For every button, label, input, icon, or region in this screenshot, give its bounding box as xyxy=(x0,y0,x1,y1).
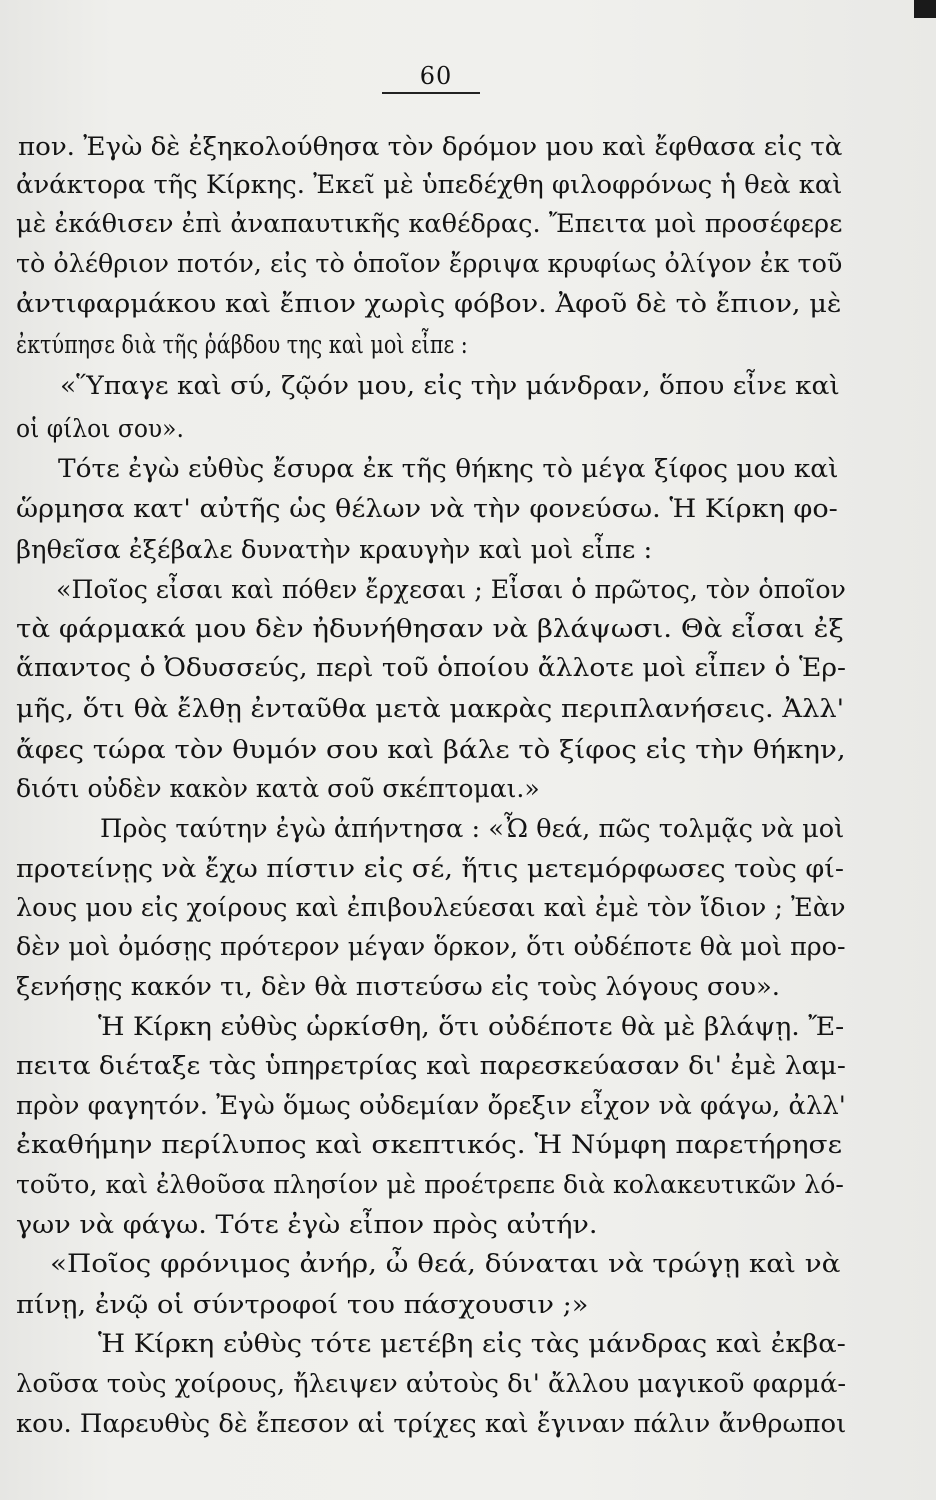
text-line: προτείνῃς νὰ ἔχω πίστιν εἰς σέ, ἥτις μετεμόρφωσες τοὺς φί- xyxy=(16,854,845,884)
text-line: πίνῃ, ἐνῷ οἱ σύντροφοί του πάσχουσιν ;» xyxy=(16,1290,589,1320)
text-line: Πρὸς ταύτην ἐγὼ ἀπήντησα : «Ὦ θεά, πῶς τολμᾷς νὰ μοὶ xyxy=(100,814,845,844)
text-line: τὰ φάρμακά μου δὲν ἠδυνήθησαν νὰ βλάψωσι. Θὰ εἶσαι ἐξ xyxy=(16,614,844,644)
page-number: 60 xyxy=(419,62,453,90)
text-line: μὲ ἐκάθισεν ἐπὶ ἀναπαυτικῆς καθέδρας. Ἔπειτα μοὶ προσέφερε xyxy=(16,209,843,239)
text-line: ξενήσῃς κακόν τι, δὲν θὰ πιστεύσω εἰς τοὺς λόγους σου». xyxy=(16,972,780,1002)
text-line: ὥρμησα κατ' αὐτῆς ὡς θέλων νὰ τὴν φονεύσω. Ἡ Κίρκη φο- xyxy=(16,494,838,524)
text-line: πειτα διέταξε τὰς ὑπηρετρίας καὶ παρεσκεύασαν δι' ἐμὲ λαμ- xyxy=(16,1051,846,1081)
text-line: μῆς, ὅτι θὰ ἔλθῃ ἐνταῦθα μετὰ μακρὰς περιπλανήσεις. Ἀλλ' xyxy=(16,694,845,724)
text-line: «Ποῖος εἶσαι καὶ πόθεν ἔρχεσαι ; Εἶσαι ὁ πρῶτος, τὸν ὁποῖον xyxy=(56,575,846,605)
text-line: τοῦτο, καὶ ἐλθοῦσα πλησίον μὲ προέτρεπε διὰ κολακευτικῶν λό- xyxy=(16,1170,844,1200)
text-line: ἅπαντος ὁ Ὀδυσσεύς, περὶ τοῦ ὁποίου ἄλλοτε μοὶ εἶπεν ὁ Ἑρ- xyxy=(16,653,846,683)
text-line: ἀντιφαρμάκου καὶ ἔπιον χωρὶς φόβον. Ἀφοῦ δὲ τὸ ἔπιον, μὲ xyxy=(16,289,842,319)
text-line: τὸ ὀλέθριον ποτόν, εἰς τὸ ὁποῖον ἔρριψα κρυφίως ὀλίγον ἐκ τοῦ xyxy=(16,249,843,279)
page-number-rule xyxy=(382,92,480,94)
text-line: ἀνάκτορα τῆς Κίρκης. Ἐκεῖ μὲ ὑπεδέχθη φιλοφρόνως ἡ θεὰ καὶ xyxy=(16,170,843,200)
text-line: λοῦσα τοὺς χοίρους, ἤλειψεν αὐτοὺς δι' ἄλλου μαγικοῦ φαρμά- xyxy=(16,1369,847,1399)
text-line: βηθεῖσα ἐξέβαλε δυνατὴν κραυγὴν καὶ μοὶ εἶπε : xyxy=(16,535,653,565)
text-line: οἱ φίλοι σου». xyxy=(16,414,184,444)
text-line: «Ποῖος φρόνιμος ἀνήρ, ὦ θεά, δύναται νὰ τρώγῃ καὶ νὰ xyxy=(50,1249,841,1279)
text-line: Τότε ἐγὼ εὐθὺς ἔσυρα ἐκ τῆς θήκης τὸ μέγα ξίφος μου καὶ xyxy=(58,454,839,484)
text-line: «Ὕπαγε καὶ σύ, ζῷόν μου, εἰς τὴν μάνδραν, ὅπου εἶνε καὶ xyxy=(60,371,840,401)
text-line: γων νὰ φάγω. Τότε ἐγὼ εἶπον πρὸς αὐτήν. xyxy=(16,1210,598,1240)
text-line: κου. Παρευθὺς δὲ ἔπεσον αἱ τρίχες καὶ ἔγιναν πάλιν ἄνθρωποι xyxy=(16,1409,847,1439)
text-line: πρὸν φαγητόν. Ἐγὼ ὅμως οὐδεμίαν ὄρεξιν εἶχον νὰ φάγω, ἀλλ' xyxy=(16,1091,846,1121)
text-line: ἄφες τώρα τὸν θυμόν σου καὶ βάλε τὸ ξίφος εἰς τὴν θήκην, xyxy=(16,735,846,765)
text-line: ἐκτύπησε διὰ τῆς ῥάβδου της καὶ μοὶ εἶπε : xyxy=(16,330,468,360)
text-line: διότι οὐδὲν κακὸν κατὰ σοῦ σκέπτομαι.» xyxy=(16,774,540,804)
corner-mark xyxy=(914,0,936,18)
text-line: λους μου εἰς χοίρους καὶ ἐπιβουλεύεσαι καὶ ἐμὲ τὸν ἴδιον ; Ἐὰν xyxy=(16,893,846,923)
text-line: δὲν μοὶ ὀμόσῃς πρότερον μέγαν ὅρκον, ὅτι οὐδέποτε θὰ μοὶ προ- xyxy=(16,932,846,962)
text-line: Ἡ Κίρκη εὐθὺς ὡρκίσθη, ὅτι οὐδέποτε θὰ μὲ βλάψῃ. Ἔ- xyxy=(98,1012,845,1042)
text-line: πον. Ἐγὼ δὲ ἐξηκολούθησα τὸν δρόμον μου καὶ ἔφθασα εἰς τὰ xyxy=(18,132,843,162)
text-line: ἐκαθήμην περίλυπος καὶ σκεπτικός. Ἡ Νύμφη παρετήρησε xyxy=(16,1130,842,1160)
text-line: Ἡ Κίρκη εὐθὺς τότε μετέβη εἰς τὰς μάνδρας καὶ ἐκβα- xyxy=(98,1329,846,1359)
